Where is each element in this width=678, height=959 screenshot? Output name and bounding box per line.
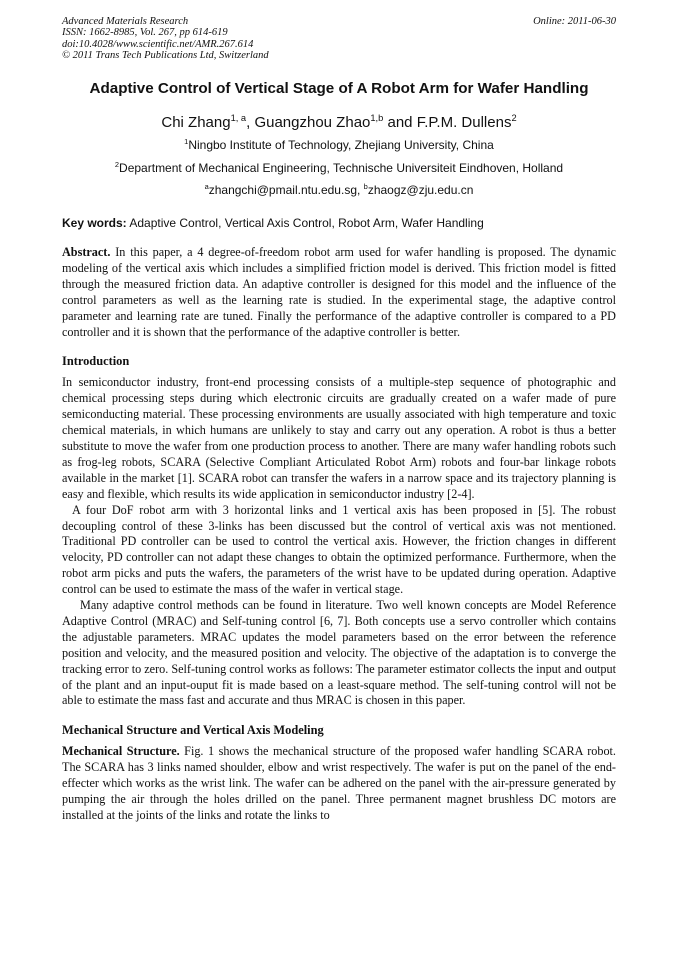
journal-header bbox=[62, 16, 616, 62]
abstract-label: Abstract. bbox=[62, 245, 111, 259]
keywords bbox=[62, 216, 616, 230]
email-link[interactable]: zhaogz@zju.edu.cn bbox=[367, 183, 474, 197]
issn: ISSN: 1662-8985, Vol. 267, pp 614-619 bbox=[62, 27, 228, 39]
email-superscript: b bbox=[363, 182, 368, 191]
affiliation-text: Department of Mechanical Engineering, Technische Universiteit Eindhoven, Holland bbox=[119, 161, 564, 175]
author-name: F.P.M. Dullens bbox=[416, 114, 512, 131]
online-date: Online: 2011-06-30 bbox=[533, 16, 616, 27]
email-superscript: a bbox=[204, 182, 209, 191]
doi: doi:10.4028/www.scientific.net/AMR.267.614 bbox=[62, 38, 254, 50]
email-link[interactable]: zhangchi@pmail.ntu.edu.sg, bbox=[208, 183, 364, 197]
paper-body bbox=[62, 245, 616, 824]
affiliation-text: Ningbo Institute of Technology, Zhejiang University, China bbox=[188, 138, 494, 152]
keywords-text: Adaptive Control, Vertical Axis Control, Robot Arm, Wafer Handling bbox=[126, 216, 484, 230]
author-superscript: 1, a bbox=[230, 113, 247, 123]
author-separator: , bbox=[246, 114, 255, 131]
author-separator: and bbox=[383, 114, 417, 131]
section-heading: Mechanical Structure and Vertical Axis Modeling bbox=[62, 723, 324, 738]
subsection-label: Mechanical Structure. bbox=[62, 744, 180, 759]
keywords-label: Key words: bbox=[62, 216, 127, 230]
abstract-text: In this paper, a 4 degree-of-freedom robot arm used for wafer handling is proposed. The dynamic modeling of the vertical axis which includes a simplified friction model is derived. This friction model is fitted through the measured friction data. An adaptive controller is designed for this model and the influence of the control parameters as well as the learning rate is studied. In the experimental stage, the adaptive control parameter and learning rate are tuned. Finally the performance of the adaptive controller is compared to a PD controller and it is shown that the performance of the adaptive controller is better. bbox=[62, 245, 616, 339]
author-name: Guangzhou Zhao bbox=[254, 114, 371, 131]
author-emails bbox=[62, 183, 616, 197]
author-superscript: 1,b bbox=[370, 113, 384, 123]
affiliation-superscript: 2 bbox=[114, 160, 120, 169]
abstract bbox=[62, 245, 616, 340]
affiliation-1 bbox=[62, 138, 616, 152]
paragraph bbox=[62, 744, 616, 824]
paragraph: Many adaptive control methods can be found in literature. Two well known concepts are Model Reference Adaptive Control (MRAC) and Self-tuning control [6, 7]. Both concepts use a servo controller which contains the adjustable parameters. MRAC updates the model parameters based on the error between the reference position and velocity, and the measured position and velocity. The objective of the adaptation is to converge the tracking error to zero. Self-tuning control works as follows: The parameter estimator collects the input and output of the plant and an input-ouput fit is made based on a least-square method. The self-tuning control will not be able to estimate the mass fast and accurate and thus MRAC is chosen in this paper. bbox=[62, 598, 616, 708]
paragraph: A four DoF robot arm with 3 horizontal links and 1 vertical axis has been proposed in [5]. The robust decoupling control of these 3-links has been discussed but the control of vertical axis was not mentioned. Traditional PD controller can be used to control the vertical axis. However, the friction changes in different velocity, PD controller can not adapt these changes to obtain the optimized performance. Furthermore, when the robot arm picks and puts the wafers, the parameters of the wrist have to be updated during operation. Adaptive control can be used to estimate the mass of the wafer in vertical stage. bbox=[62, 502, 616, 597]
journal-name: Advanced Materials Research bbox=[62, 16, 189, 27]
author-list bbox=[62, 114, 616, 131]
author-name: Chi Zhang bbox=[161, 114, 231, 131]
author-superscript: 2 bbox=[511, 113, 517, 123]
paragraph: In semiconductor industry, front-end processing consists of a multiple-step sequence of photographic and chemical processing steps during which electronic circuits are gradually created on a wafer made of pure semiconducting material. These processing environments are usually associated with high temperature and toxic chemical materials, in which humans are unlikely to stay and carry out any operation. A robot is thus a better substitute to move the wafer from one production process to another. There are many wafer handling robots such as frog-leg robots, SCARA (Selective Compliant Articulated Robot Arm) robots and four-bar linkage robots available in the market [1]. SCARA robot can transfer the wafers in a narrow space and its trajectory planning is easy and flexible, which results its wide application in semiconductor industry [2-4]. bbox=[62, 375, 616, 501]
section-heading: Introduction bbox=[62, 354, 130, 369]
paper-title: Adaptive Control of Vertical Stage of A Robot Arm for Wafer Handling bbox=[89, 80, 589, 97]
affiliation-superscript: 1 bbox=[184, 137, 189, 146]
affiliation-2 bbox=[62, 161, 616, 175]
paragraph-text: Fig. 1 shows the mechanical structure of the proposed wafer handling SCARA robot. The SCARA has 3 links named shoulder, elbow and wrist respectively. The wafer is put on the panel of the end-effecter which works as the wrist link. The wafer can be adhered on the panel with the air-pressure generated by pumping the air through the holes drilled on the panel. Three permanent magnet brushless DC motors are installed at the joints of the links and rotate the links to bbox=[62, 744, 616, 822]
copyright: © 2011 Trans Tech Publications Ltd, Switzerland bbox=[62, 50, 269, 62]
